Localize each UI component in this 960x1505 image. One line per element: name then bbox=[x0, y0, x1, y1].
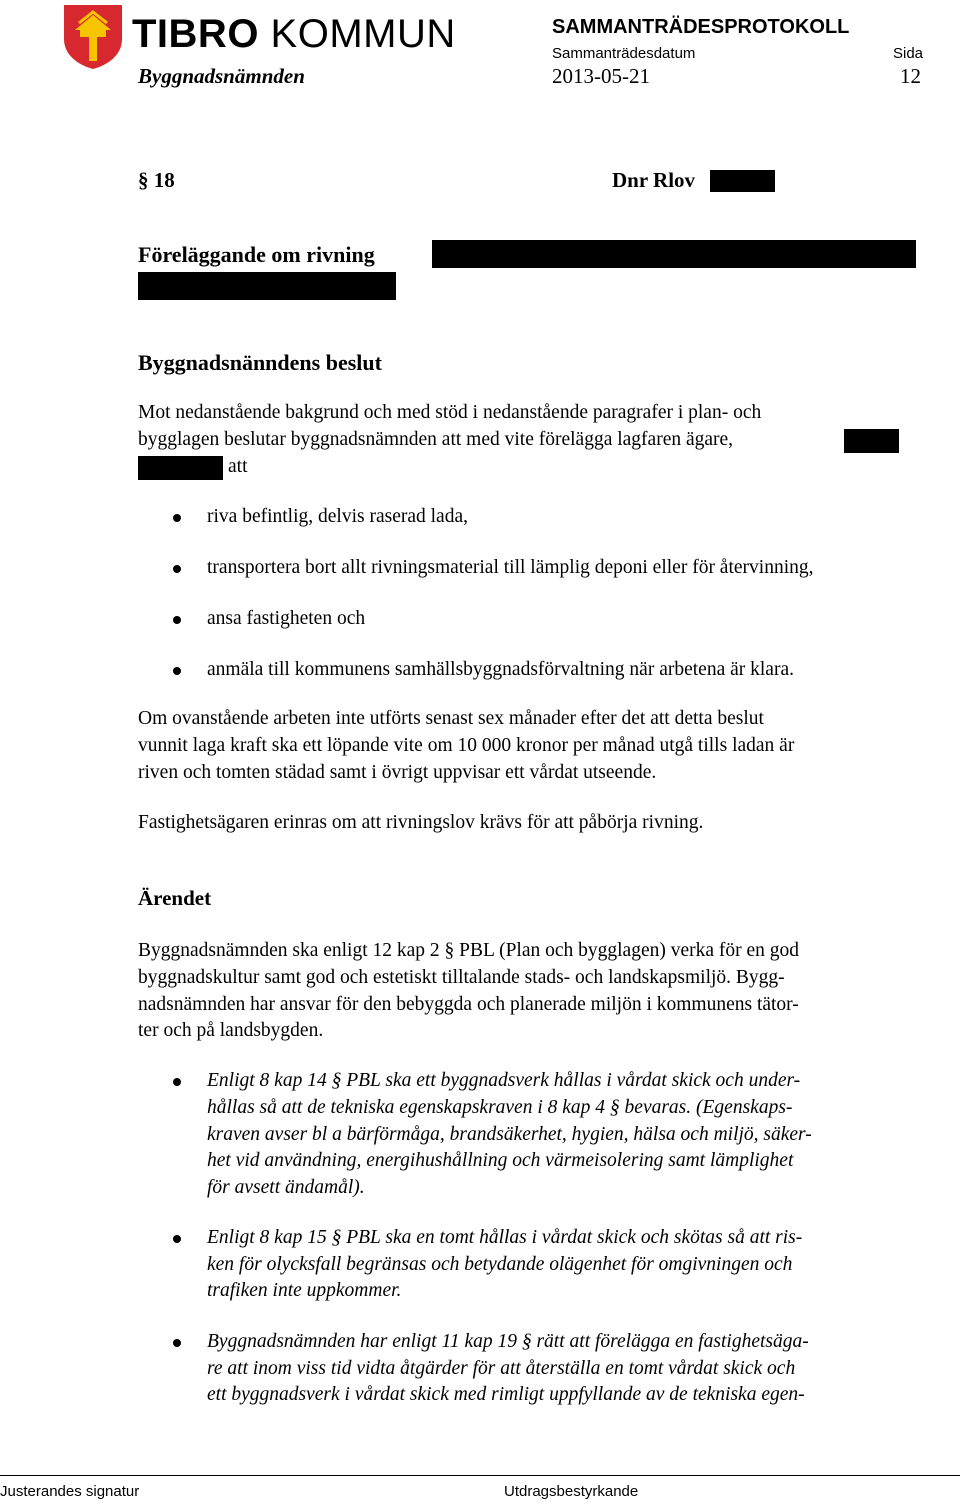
case-number-label: Dnr Rlov bbox=[612, 168, 696, 192]
matter-heading: Ärendet bbox=[138, 886, 212, 910]
decision-heading: Byggnadsnänndens beslut bbox=[138, 350, 382, 375]
bullet-icon bbox=[173, 1078, 181, 1086]
demolition-permit-reminder: Fastighetsägaren erinras om att rivningslov krävs för att påbörja rivning. bbox=[138, 812, 704, 833]
law-bullet-line: ken för olycksfall begränsas och betydande olägenhet för omgivningen och bbox=[207, 1254, 793, 1275]
case-title: Föreläggande om rivning bbox=[138, 242, 375, 267]
redaction-box bbox=[432, 240, 916, 268]
municipal-coat-of-arms-icon bbox=[62, 3, 124, 71]
penalty-line: Om ovanstående arbeten inte utförts senast sex månader efter det att detta beslut bbox=[138, 708, 764, 729]
paragraph-number: § 18 bbox=[138, 168, 175, 192]
decision-intro-line: bygglagen beslutar byggnadsnämnden att med vite förelägga lagfaren ägare, bbox=[138, 429, 734, 450]
document-type: SAMMANTRÄDESPROTOKOLL bbox=[552, 16, 850, 38]
law-bullet-line: ett byggnadsverk i vårdat skick med rimligt uppfyllande av de tekniska egen- bbox=[207, 1384, 805, 1405]
bullet-icon bbox=[173, 1339, 181, 1347]
committee-name: Byggnadsnämnden bbox=[138, 64, 305, 88]
bullet-icon bbox=[173, 1235, 181, 1243]
bullet-icon bbox=[173, 565, 181, 573]
municipality-logo-text bbox=[132, 10, 456, 58]
matter-line: nadsnämnden har ansvar för den bebyggda och planerade miljön i kommunens tätor- bbox=[138, 994, 799, 1015]
matter-line: Byggnadsnämnden ska enligt 12 kap 2 § PBL (Plan och bygglagen) verka för en god bbox=[138, 940, 800, 961]
law-bullet-line: Byggnadsnämnden har enligt 11 kap 19 § rätt att förelägga en fastighetsäga- bbox=[207, 1331, 809, 1352]
matter-line: byggnadskultur samt god och estetiskt tilltalande stads- och landskapsmiljö. Bygg- bbox=[138, 967, 785, 988]
bullet-icon bbox=[173, 667, 181, 675]
law-bullet-line: trafiken inte uppkommer. bbox=[207, 1280, 402, 1301]
bullet-icon bbox=[173, 616, 181, 624]
decision-intro-line: Mot nedanstående bakgrund och med stöd i nedanstående paragrafer i plan- och bbox=[138, 402, 762, 423]
page-label: Sida bbox=[893, 45, 924, 62]
footer-extract-label: Utdragsbestyrkande bbox=[504, 1483, 639, 1500]
matter-line: ter och på landsbygden. bbox=[138, 1020, 324, 1041]
decision-bullet: anmäla till kommunens samhällsbyggnadsförvaltning när arbetena är klara. bbox=[207, 659, 794, 680]
footer-signature-label: Justerandes signatur bbox=[0, 1483, 140, 1500]
meeting-date: 2013-05-21 bbox=[552, 64, 650, 88]
logo-text-light: KOMMUN bbox=[258, 12, 456, 56]
meeting-date-label: Sammanträdesdatum bbox=[552, 45, 696, 62]
page-number: 12 bbox=[900, 64, 921, 88]
redaction-box bbox=[138, 272, 396, 300]
penalty-line: riven och tomten städad samt i övrigt uppvisar ett vårdat utseende. bbox=[138, 762, 657, 783]
decision-intro-tail: att bbox=[228, 456, 248, 477]
bullet-icon bbox=[173, 514, 181, 522]
logo-text-bold: TIBRO bbox=[132, 12, 259, 56]
law-bullet-line: het vid användning, energihushållning och värmeisolering samt lämplighet bbox=[207, 1150, 794, 1171]
law-bullet-line: Enligt 8 kap 14 § PBL ska ett byggnadsverk hållas i vårdat skick och under- bbox=[207, 1070, 801, 1091]
decision-bullet: ansa fastigheten och bbox=[207, 608, 366, 629]
redaction-box bbox=[844, 429, 899, 453]
law-bullet-line: re att inom viss tid vidta åtgärder för att återställa en tomt vårdat skick och bbox=[207, 1358, 796, 1379]
law-bullet-line: kraven avser bl a bärförmåga, brandsäkerhet, hygien, hälsa och miljö, säker- bbox=[207, 1124, 812, 1145]
law-bullet-line: hållas så att de tekniska egenskapskraven i 8 kap 4 § bevaras. (Egenskaps- bbox=[207, 1097, 793, 1118]
redaction-box bbox=[138, 456, 223, 480]
decision-bullet: transportera bort allt rivningsmaterial till lämplig deponi eller för återvinning, bbox=[207, 557, 814, 578]
footer-divider bbox=[0, 1475, 960, 1476]
penalty-line: vunnit laga kraft ska ett löpande vite om 10 000 kronor per månad utgå tills ladan är bbox=[138, 735, 795, 756]
law-bullet-line: Enligt 8 kap 15 § PBL ska en tomt hållas i vårdat skick och skötas så att ris- bbox=[207, 1227, 803, 1248]
decision-bullet: riva befintlig, delvis raserad lada, bbox=[207, 506, 468, 527]
redaction-box bbox=[710, 170, 775, 192]
law-bullet-line: för avsett ändamål). bbox=[207, 1177, 365, 1198]
